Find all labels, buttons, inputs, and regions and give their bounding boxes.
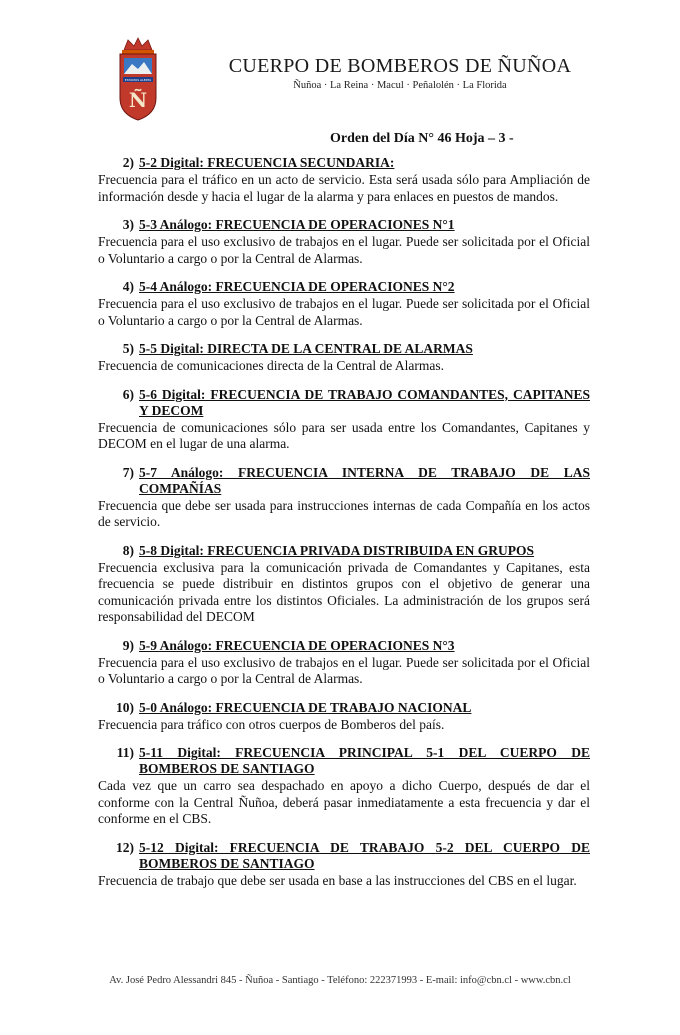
list-item (98, 543, 590, 626)
list-item (98, 279, 590, 329)
list-item (98, 155, 590, 205)
svg-text:ESTAMOS ALERTA: ESTAMOS ALERTA (124, 78, 152, 82)
item-title: 5-2 Digital: FRECUENCIA SECUNDARIA: (139, 155, 395, 170)
organization-communes: Ñuñoa · La Reina · Macul · Peñalolén · La Florida (293, 80, 507, 91)
item-title: 5-4 Análogo: FRECUENCIA DE OPERACIONES N°2 (139, 279, 455, 294)
item-title: 5-8 Digital: FRECUENCIA PRIVADA DISTRIBUIDA EN GRUPOS (139, 542, 535, 558)
item-title: 5-11 Digital: FRECUENCIA PRINCIPAL 5-1 DEL CUERPO DE BOMBEROS DE SANTIAGO (139, 745, 590, 776)
list-item (98, 341, 590, 375)
list-item (98, 638, 590, 688)
order-of-day-reference: Orden del Día N° 46 Hoja – 3 - (330, 131, 514, 146)
item-number: 3) (122, 217, 134, 232)
item-title: 5-7 Análogo: FRECUENCIA INTERNA DE TRABAJO DE LAS COMPAÑÍAS (139, 464, 590, 496)
svg-text:Ñ: Ñ (128, 88, 148, 112)
list-item (98, 217, 590, 267)
item-description: Frecuencia para el tráfico en un acto de servicio. Esta será usada sólo para Ampliación de información desde y hacia el lugar de la alarma y para enlaces en puestos de mandos. (98, 172, 590, 204)
item-description: Frecuencia para el uso exclusivo de trabajos en el lugar. Puede ser solicitada por el Oficial o Voluntario a cargo o por la Central de Alarmas. (98, 234, 590, 266)
item-description: Cada vez que un carro sea despachado en apoyo a dicho Cuerpo, después de dar el conforme con la Central Ñuñoa, deberá pasar inmediatamente a esta frecuencia y dar el conforme en el CBS. (98, 778, 590, 826)
item-description: Frecuencia de trabajo que debe ser usada en base a las instrucciones del CBS en el lugar. (98, 872, 577, 888)
list-item (98, 465, 590, 531)
item-title: 5-12 Digital: FRECUENCIA DE TRABAJO 5-2 DEL CUERPO DE BOMBEROS DE SANTIAGO (139, 839, 590, 871)
list-item (98, 840, 590, 890)
item-number: 8) (122, 542, 134, 558)
item-title: 5-5 Digital: DIRECTA DE LA CENTRAL DE ALARMAS (139, 341, 473, 356)
fire-department-crest-logo (114, 36, 162, 122)
item-number: 2) (122, 155, 134, 170)
item-number: 10) (116, 699, 134, 715)
organization-title: CUERPO DE BOMBEROS DE ÑUÑOA (228, 55, 572, 77)
list-item (98, 745, 590, 828)
item-number: 12) (116, 839, 134, 855)
item-number: 9) (122, 637, 134, 653)
item-description: Frecuencia que debe ser usada para instrucciones internas de cada Compañía en los actos de servicio. (98, 497, 590, 529)
list-item (98, 387, 590, 453)
frequency-list (98, 155, 590, 901)
item-number: 4) (122, 279, 134, 294)
item-number: 5) (122, 341, 134, 356)
item-title: 5-9 Análogo: FRECUENCIA DE OPERACIONES N°3 (139, 637, 455, 653)
item-description: Frecuencia exclusiva para la comunicación privada de Comandantes y Capitanes, esta frecuencia se puede distribuir en distintos grupos con el objetivo de generar una comunicación privada entre los distintos Oficiales. La administración de los grupos será responsabilidad del DECOM (98, 559, 590, 624)
item-number: 6) (122, 386, 134, 402)
footer-contact-info: Av. José Pedro Alessandri 845 - Ñuñoa - Santiago - Teléfono: 222371993 - E-mail: info@cbn.cl - www.cbn.cl (109, 975, 571, 986)
item-title: 5-0 Análogo: FRECUENCIA DE TRABAJO NACIONAL (139, 699, 472, 715)
list-item (98, 700, 590, 734)
item-number: 7) (122, 464, 134, 480)
item-title: 5-3 Análogo: FRECUENCIA DE OPERACIONES N°1 (139, 217, 455, 232)
item-description: Frecuencia para el uso exclusivo de trabajos en el lugar. Puede ser solicitada por el Oficial o Voluntario a cargo o por la Central de Alarmas. (98, 296, 590, 328)
item-description: Frecuencia de comunicaciones directa de la Central de Alarmas. (98, 358, 444, 373)
item-description: Frecuencia para el uso exclusivo de trabajos en el lugar. Puede ser solicitada por el Oficial o Voluntario a cargo o por la Central de Alarmas. (98, 654, 590, 686)
item-description: Frecuencia de comunicaciones sólo para ser usada entre los Comandantes, Capitanes y DECOM en el lugar de una alarma. (98, 419, 590, 451)
item-description: Frecuencia para tráfico con otros cuerpos de Bomberos del país. (98, 716, 445, 732)
item-number: 11) (116, 745, 134, 760)
item-title: 5-6 Digital: FRECUENCIA DE TRABAJO COMANDANTES, CAPITANES Y DECOM (139, 386, 590, 418)
